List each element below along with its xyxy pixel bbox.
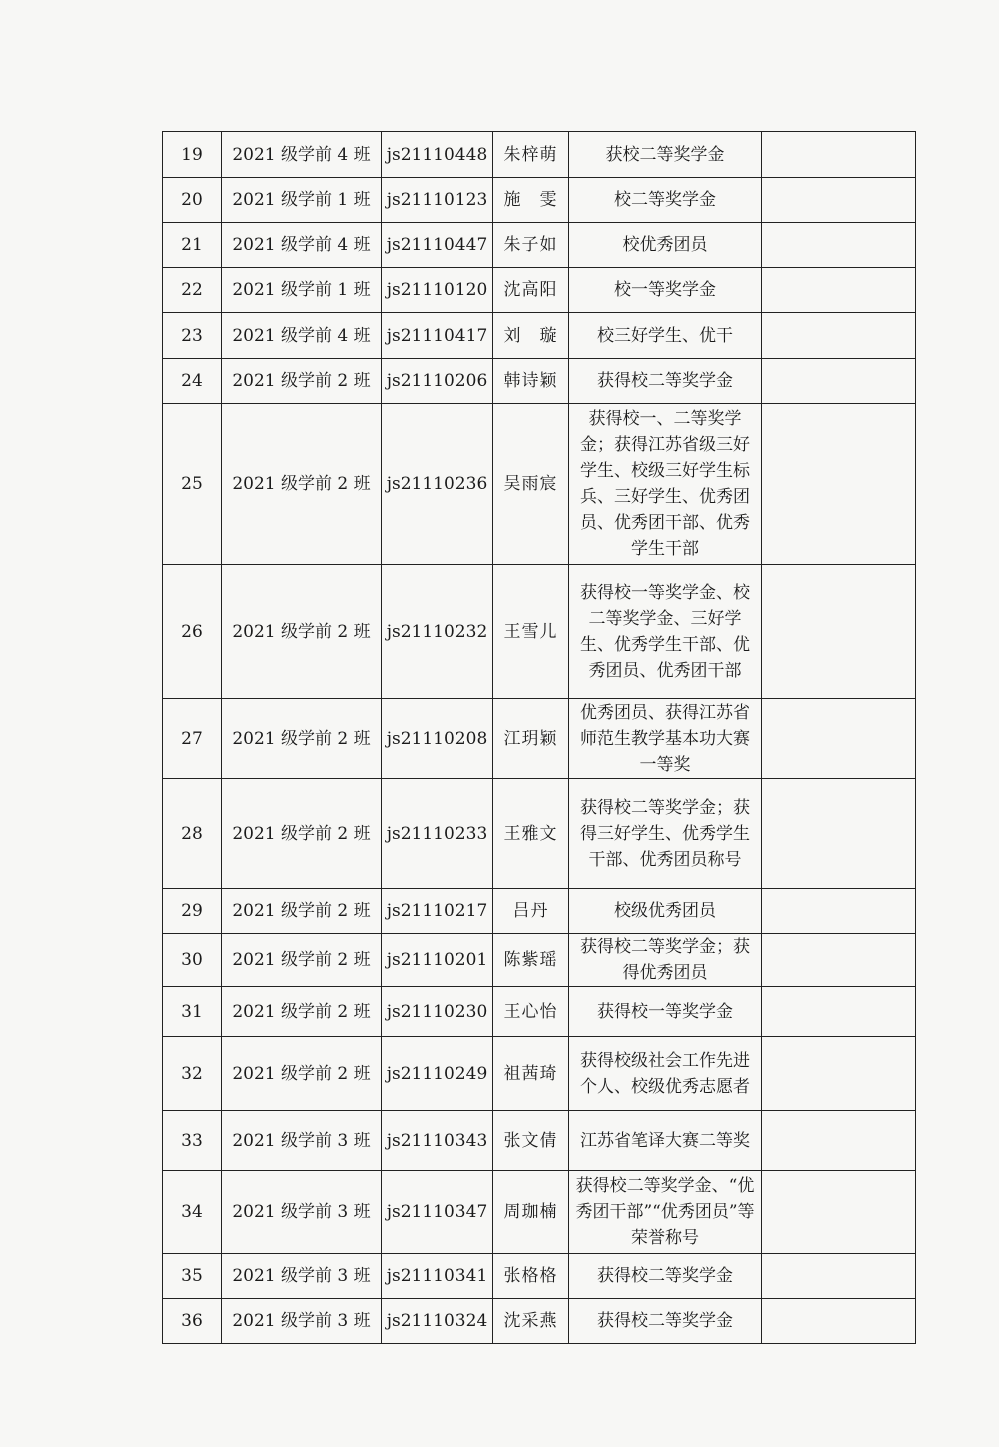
student-name: 吕丹 <box>493 889 569 934</box>
table-row <box>163 1037 916 1111</box>
student-id: js21110123 <box>382 178 493 223</box>
class-name: 2021 级学前 2 班 <box>222 987 382 1037</box>
remarks-cell <box>762 934 916 987</box>
row-number: 29 <box>163 889 222 934</box>
table-row <box>163 934 916 987</box>
roster-body <box>163 132 916 1344</box>
class-name: 2021 级学前 2 班 <box>222 359 382 404</box>
student-id: js21110206 <box>382 359 493 404</box>
remarks-cell <box>762 313 916 359</box>
student-name: 王雅文 <box>493 779 569 889</box>
class-name: 2021 级学前 3 班 <box>222 1171 382 1254</box>
student-id: js21110448 <box>382 132 493 178</box>
student-id: js21110233 <box>382 779 493 889</box>
remarks-cell <box>762 1254 916 1299</box>
remarks-cell <box>762 565 916 699</box>
class-name: 2021 级学前 4 班 <box>222 223 382 268</box>
table-row <box>163 1299 916 1344</box>
award-description: 校二等奖学金 <box>569 178 762 223</box>
table-row <box>163 132 916 178</box>
table-row <box>163 178 916 223</box>
remarks-cell <box>762 779 916 889</box>
remarks-cell <box>762 268 916 313</box>
table-row <box>163 699 916 779</box>
class-name: 2021 级学前 4 班 <box>222 313 382 359</box>
class-name: 2021 级学前 2 班 <box>222 404 382 565</box>
remarks-cell <box>762 1037 916 1111</box>
row-number: 31 <box>163 987 222 1037</box>
student-id: js21110324 <box>382 1299 493 1344</box>
row-number: 36 <box>163 1299 222 1344</box>
table-row <box>163 313 916 359</box>
table-row <box>163 565 916 699</box>
row-number: 25 <box>163 404 222 565</box>
award-description: 江苏省笔译大赛二等奖 <box>569 1111 762 1171</box>
student-id: js21110232 <box>382 565 493 699</box>
table-row <box>163 1254 916 1299</box>
class-name: 2021 级学前 2 班 <box>222 699 382 779</box>
student-name: 王心怡 <box>493 987 569 1037</box>
remarks-cell <box>762 889 916 934</box>
row-number: 28 <box>163 779 222 889</box>
student-name: 沈高阳 <box>493 268 569 313</box>
row-number: 22 <box>163 268 222 313</box>
remarks-cell <box>762 1171 916 1254</box>
row-number: 30 <box>163 934 222 987</box>
award-description: 获得校一等奖学金、校二等奖学金、三好学生、优秀学生干部、优秀团员、优秀团干部 <box>569 565 762 699</box>
student-name: 刘 璇 <box>493 313 569 359</box>
remarks-cell <box>762 132 916 178</box>
table-row <box>163 987 916 1037</box>
class-name: 2021 级学前 2 班 <box>222 889 382 934</box>
award-description: 获得校二等奖学金；获得优秀团员 <box>569 934 762 987</box>
student-name: 祖茜琦 <box>493 1037 569 1111</box>
student-name: 吴雨宸 <box>493 404 569 565</box>
row-number: 27 <box>163 699 222 779</box>
row-number: 32 <box>163 1037 222 1111</box>
remarks-cell <box>762 404 916 565</box>
table-row <box>163 223 916 268</box>
student-id: js21110230 <box>382 987 493 1037</box>
class-name: 2021 级学前 2 班 <box>222 779 382 889</box>
remarks-cell <box>762 699 916 779</box>
class-name: 2021 级学前 2 班 <box>222 565 382 699</box>
student-name: 江玥颖 <box>493 699 569 779</box>
student-id: js21110201 <box>382 934 493 987</box>
remarks-cell <box>762 223 916 268</box>
class-name: 2021 级学前 1 班 <box>222 268 382 313</box>
class-name: 2021 级学前 3 班 <box>222 1299 382 1344</box>
class-name: 2021 级学前 3 班 <box>222 1111 382 1171</box>
student-id: js21110120 <box>382 268 493 313</box>
table-row <box>163 889 916 934</box>
student-id: js21110417 <box>382 313 493 359</box>
table-row <box>163 779 916 889</box>
award-description: 校一等奖学金 <box>569 268 762 313</box>
student-name: 朱子如 <box>493 223 569 268</box>
student-id: js21110343 <box>382 1111 493 1171</box>
award-description: 获得校二等奖学金 <box>569 359 762 404</box>
table-row <box>163 404 916 565</box>
student-id: js21110347 <box>382 1171 493 1254</box>
award-description: 获得校二等奖学金；获得三好学生、优秀学生干部、优秀团员称号 <box>569 779 762 889</box>
class-name: 2021 级学前 2 班 <box>222 1037 382 1111</box>
student-name: 韩诗颖 <box>493 359 569 404</box>
row-number: 35 <box>163 1254 222 1299</box>
student-id: js21110208 <box>382 699 493 779</box>
row-number: 23 <box>163 313 222 359</box>
table-row <box>163 1111 916 1171</box>
remarks-cell <box>762 359 916 404</box>
row-number: 34 <box>163 1171 222 1254</box>
student-id: js21110341 <box>382 1254 493 1299</box>
table-row <box>163 359 916 404</box>
student-name: 沈采燕 <box>493 1299 569 1344</box>
award-description: 获得校二等奖学金、“优秀团干部”“优秀团员”等荣誉称号 <box>569 1171 762 1254</box>
award-description: 校级优秀团员 <box>569 889 762 934</box>
student-name: 施 雯 <box>493 178 569 223</box>
row-number: 26 <box>163 565 222 699</box>
class-name: 2021 级学前 1 班 <box>222 178 382 223</box>
row-number: 33 <box>163 1111 222 1171</box>
student-id: js21110236 <box>382 404 493 565</box>
remarks-cell <box>762 178 916 223</box>
row-number: 20 <box>163 178 222 223</box>
table-row <box>163 1171 916 1254</box>
class-name: 2021 级学前 4 班 <box>222 132 382 178</box>
row-number: 24 <box>163 359 222 404</box>
row-number: 21 <box>163 223 222 268</box>
student-name: 周珈楠 <box>493 1171 569 1254</box>
award-description: 获校二等奖学金 <box>569 132 762 178</box>
student-name: 朱梓萌 <box>493 132 569 178</box>
award-description: 获得校二等奖学金 <box>569 1299 762 1344</box>
student-name: 陈紫瑶 <box>493 934 569 987</box>
award-description: 校优秀团员 <box>569 223 762 268</box>
student-id: js21110217 <box>382 889 493 934</box>
class-name: 2021 级学前 3 班 <box>222 1254 382 1299</box>
student-id: js21110249 <box>382 1037 493 1111</box>
student-name: 王雪儿 <box>493 565 569 699</box>
student-name: 张文倩 <box>493 1111 569 1171</box>
award-description: 获得校二等奖学金 <box>569 1254 762 1299</box>
table-row <box>163 268 916 313</box>
award-description: 优秀团员、获得江苏省师范生教学基本功大赛一等奖 <box>569 699 762 779</box>
student-name: 张格格 <box>493 1254 569 1299</box>
award-description: 获得校一等奖学金 <box>569 987 762 1037</box>
student-id: js21110447 <box>382 223 493 268</box>
award-description: 获得校一、二等奖学金；获得江苏省级三好学生、校级三好学生标兵、三好学生、优秀团员、优秀团干部、优秀学生干部 <box>569 404 762 565</box>
class-name: 2021 级学前 2 班 <box>222 934 382 987</box>
remarks-cell <box>762 987 916 1037</box>
remarks-cell <box>762 1111 916 1171</box>
award-roster-table <box>162 131 916 1344</box>
row-number: 19 <box>163 132 222 178</box>
award-description: 校三好学生、优干 <box>569 313 762 359</box>
remarks-cell <box>762 1299 916 1344</box>
award-description: 获得校级社会工作先进个人、校级优秀志愿者 <box>569 1037 762 1111</box>
